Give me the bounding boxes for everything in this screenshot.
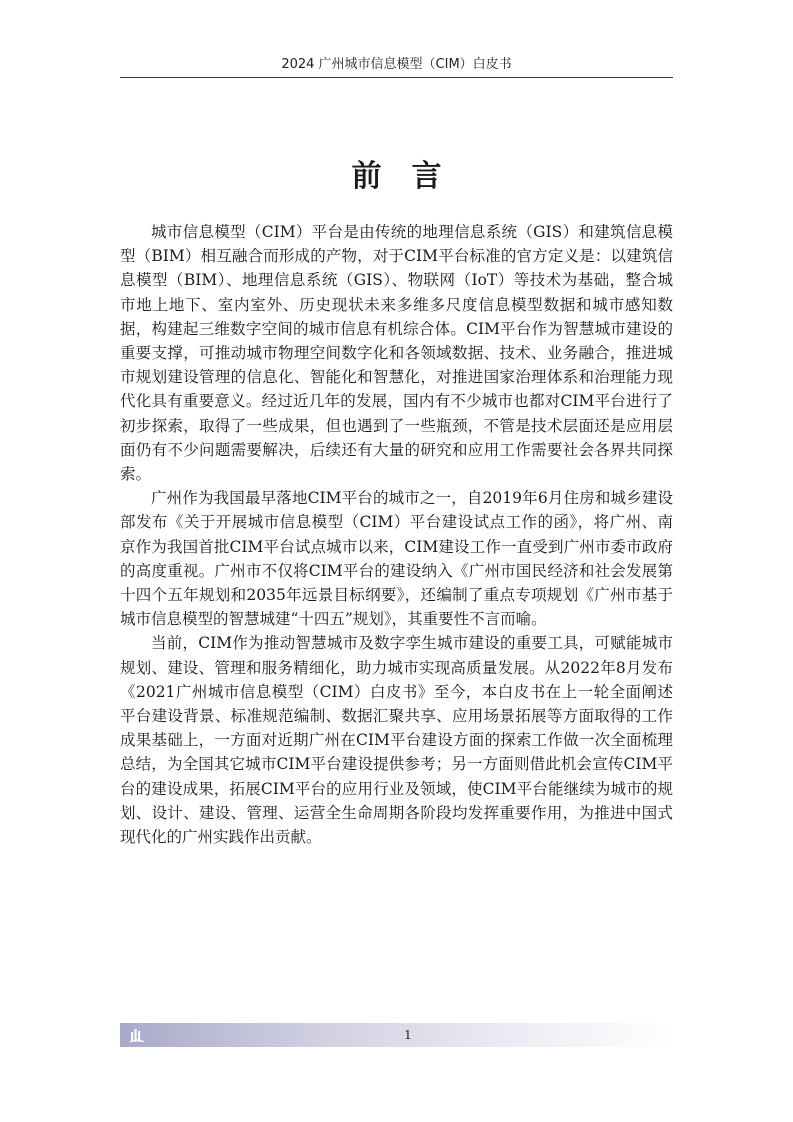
paragraph-3: 当前，CIM作为推动智慧城市及数字孪生城市建设的重要工具，可赋能城市规划、建设、管理和服务精细化，助力城市实现高质量发展。从2022年8月发布《2021广州城市信息模型（CIM）白皮书》至今，本白皮书在上一轮全面阐述平台建设背景、标准规范编制、数据汇聚共享、应用场景拓展等方面取得的工作成果基础上，一方面对近期广州在CIM平台建设方面的探索工作做一次全面梳理总结，为全国其它城市CIM平台建设提供参考；另一方面则借此机会宣传CIM平台的建设成果，拓展CIM平台的应用行业及领域，使CIM平台能继续为城市的规划、设计、建设、管理、运营全生命周期各阶段均发挥重要作用，为推进中国式现代化的广州实践作出贡献。 [120,634,673,847]
paragraph-1: 城市信息模型（CIM）平台是由传统的地理信息系统（GIS）和建筑信息模型（BIM）相互融合而形成的产物，对于CIM平台标准的官方定义是：以建筑信息模型（BIM）、地理信息系统（GIS）、物联网（IoT）等技术为基础，整合城市地上地下、室内室外、历史现状未来多维多尺度信息模型数据和城市感知数据，构建起三维数字空间的城市信息有机综合体。CIM平台作为智慧城市建设的重要支撑，可推动城市物理空间数字化和各领域数据、技术、业务融合，推进城市规划建设管理的信息化、智能化和智慧化，对推进国家治理体系和治理能力现代化具有重要意义。经过近几年的发展，国内有不少城市也都对CIM平台进行了初步探索，取得了一些成果，但也遇到了一些瓶颈，不管是技术层面还是应用层面仍有不少问题需要解决，后续还有大量的研究和应用工作需要社会各界共同探索。 [120,223,673,484]
building-logo-icon [128,1026,146,1044]
paragraph-2: 广州作为我国最早落地CIM平台的城市之一，自2019年6月住房和城乡建设部发布《关于开展城市信息模型（CIM）平台建设试点工作的函》，将广州、南京作为我国首批CIM平台试点城市以来，CIM建设工作一直受到广州市委市政府的高度重视。广州市不仅将CIM平台的建设纳入《广州市国民经济和社会发展第十四个五年规划和2035年远景目标纲要》，还编制了重点专项规划《广州市基于城市信息模型的智慧城建“十四五”规划》，其重要性不言而喻。 [120,489,673,629]
running-header: 2024 广州城市信息模型（CIM）白皮书 [281,57,512,72]
preface-body [120,220,673,849]
page-number: 1 [404,1028,412,1042]
header-divider [120,77,673,78]
page-title: 前言 [351,159,472,194]
